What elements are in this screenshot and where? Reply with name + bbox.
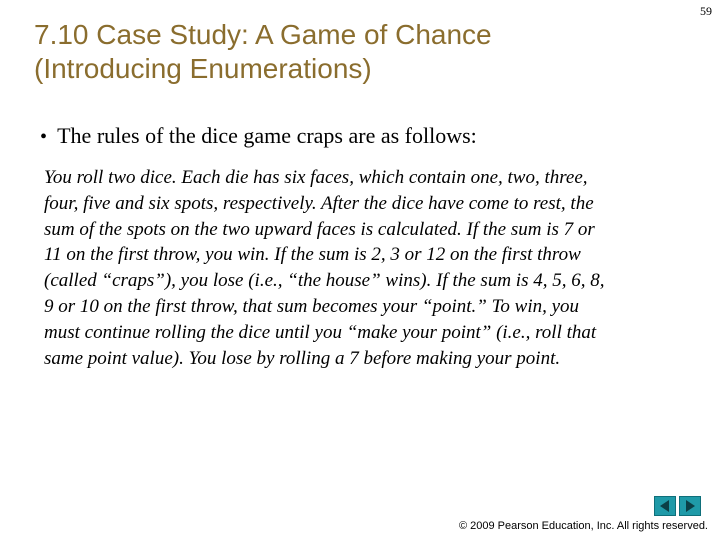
rules-line-8: same point value). You lose by rolling a 7 before making your point.: [44, 347, 561, 369]
triangle-left-icon: [655, 497, 675, 515]
rules-line-3: sum of the spots on the two upward faces is calculated. If the sum is 7 or: [44, 218, 595, 240]
page-number: 59: [700, 4, 712, 18]
previous-slide-button[interactable]: [654, 496, 676, 516]
slide-title-line-1: 7.10 Case Study: A Game of Chance: [34, 19, 492, 50]
next-slide-button[interactable]: [679, 496, 701, 516]
rules-line-4: 11 on the first throw, you win. If the sum is 2, 3 or 12 on the first throw: [44, 244, 581, 266]
slide-title: [34, 18, 654, 86]
bullet-text: The rules of the dice game craps are as follows:: [57, 123, 477, 148]
slide-title-line-2: (Introducing Enumerations): [34, 53, 372, 84]
copyright-notice: © 2009 Pearson Education, Inc. All rights reserved.: [458, 520, 708, 532]
rules-line-6: 9 or 10 on the first throw, that sum becomes your “point.” To win, you: [44, 295, 580, 317]
rules-line-2: four, five and six spots, respectively. After the dice have come to rest, the: [44, 192, 594, 214]
rules-line-7: must continue rolling the dice until you “make your point” (i.e., roll that: [44, 321, 597, 343]
rules-line-1: You roll two dice. Each die has six faces, which contain one, two, three,: [44, 167, 588, 188]
craps-rules-paragraph: [44, 165, 704, 371]
triangle-right-icon: [680, 497, 700, 515]
rules-line-5: (called “craps”), you lose (i.e., “the house” wins). If the sum is 4, 5, 6, 8,: [44, 270, 605, 292]
bullet-item: [40, 122, 700, 151]
slide-navigation: [654, 496, 701, 516]
bullet-symbol: •: [40, 126, 48, 148]
